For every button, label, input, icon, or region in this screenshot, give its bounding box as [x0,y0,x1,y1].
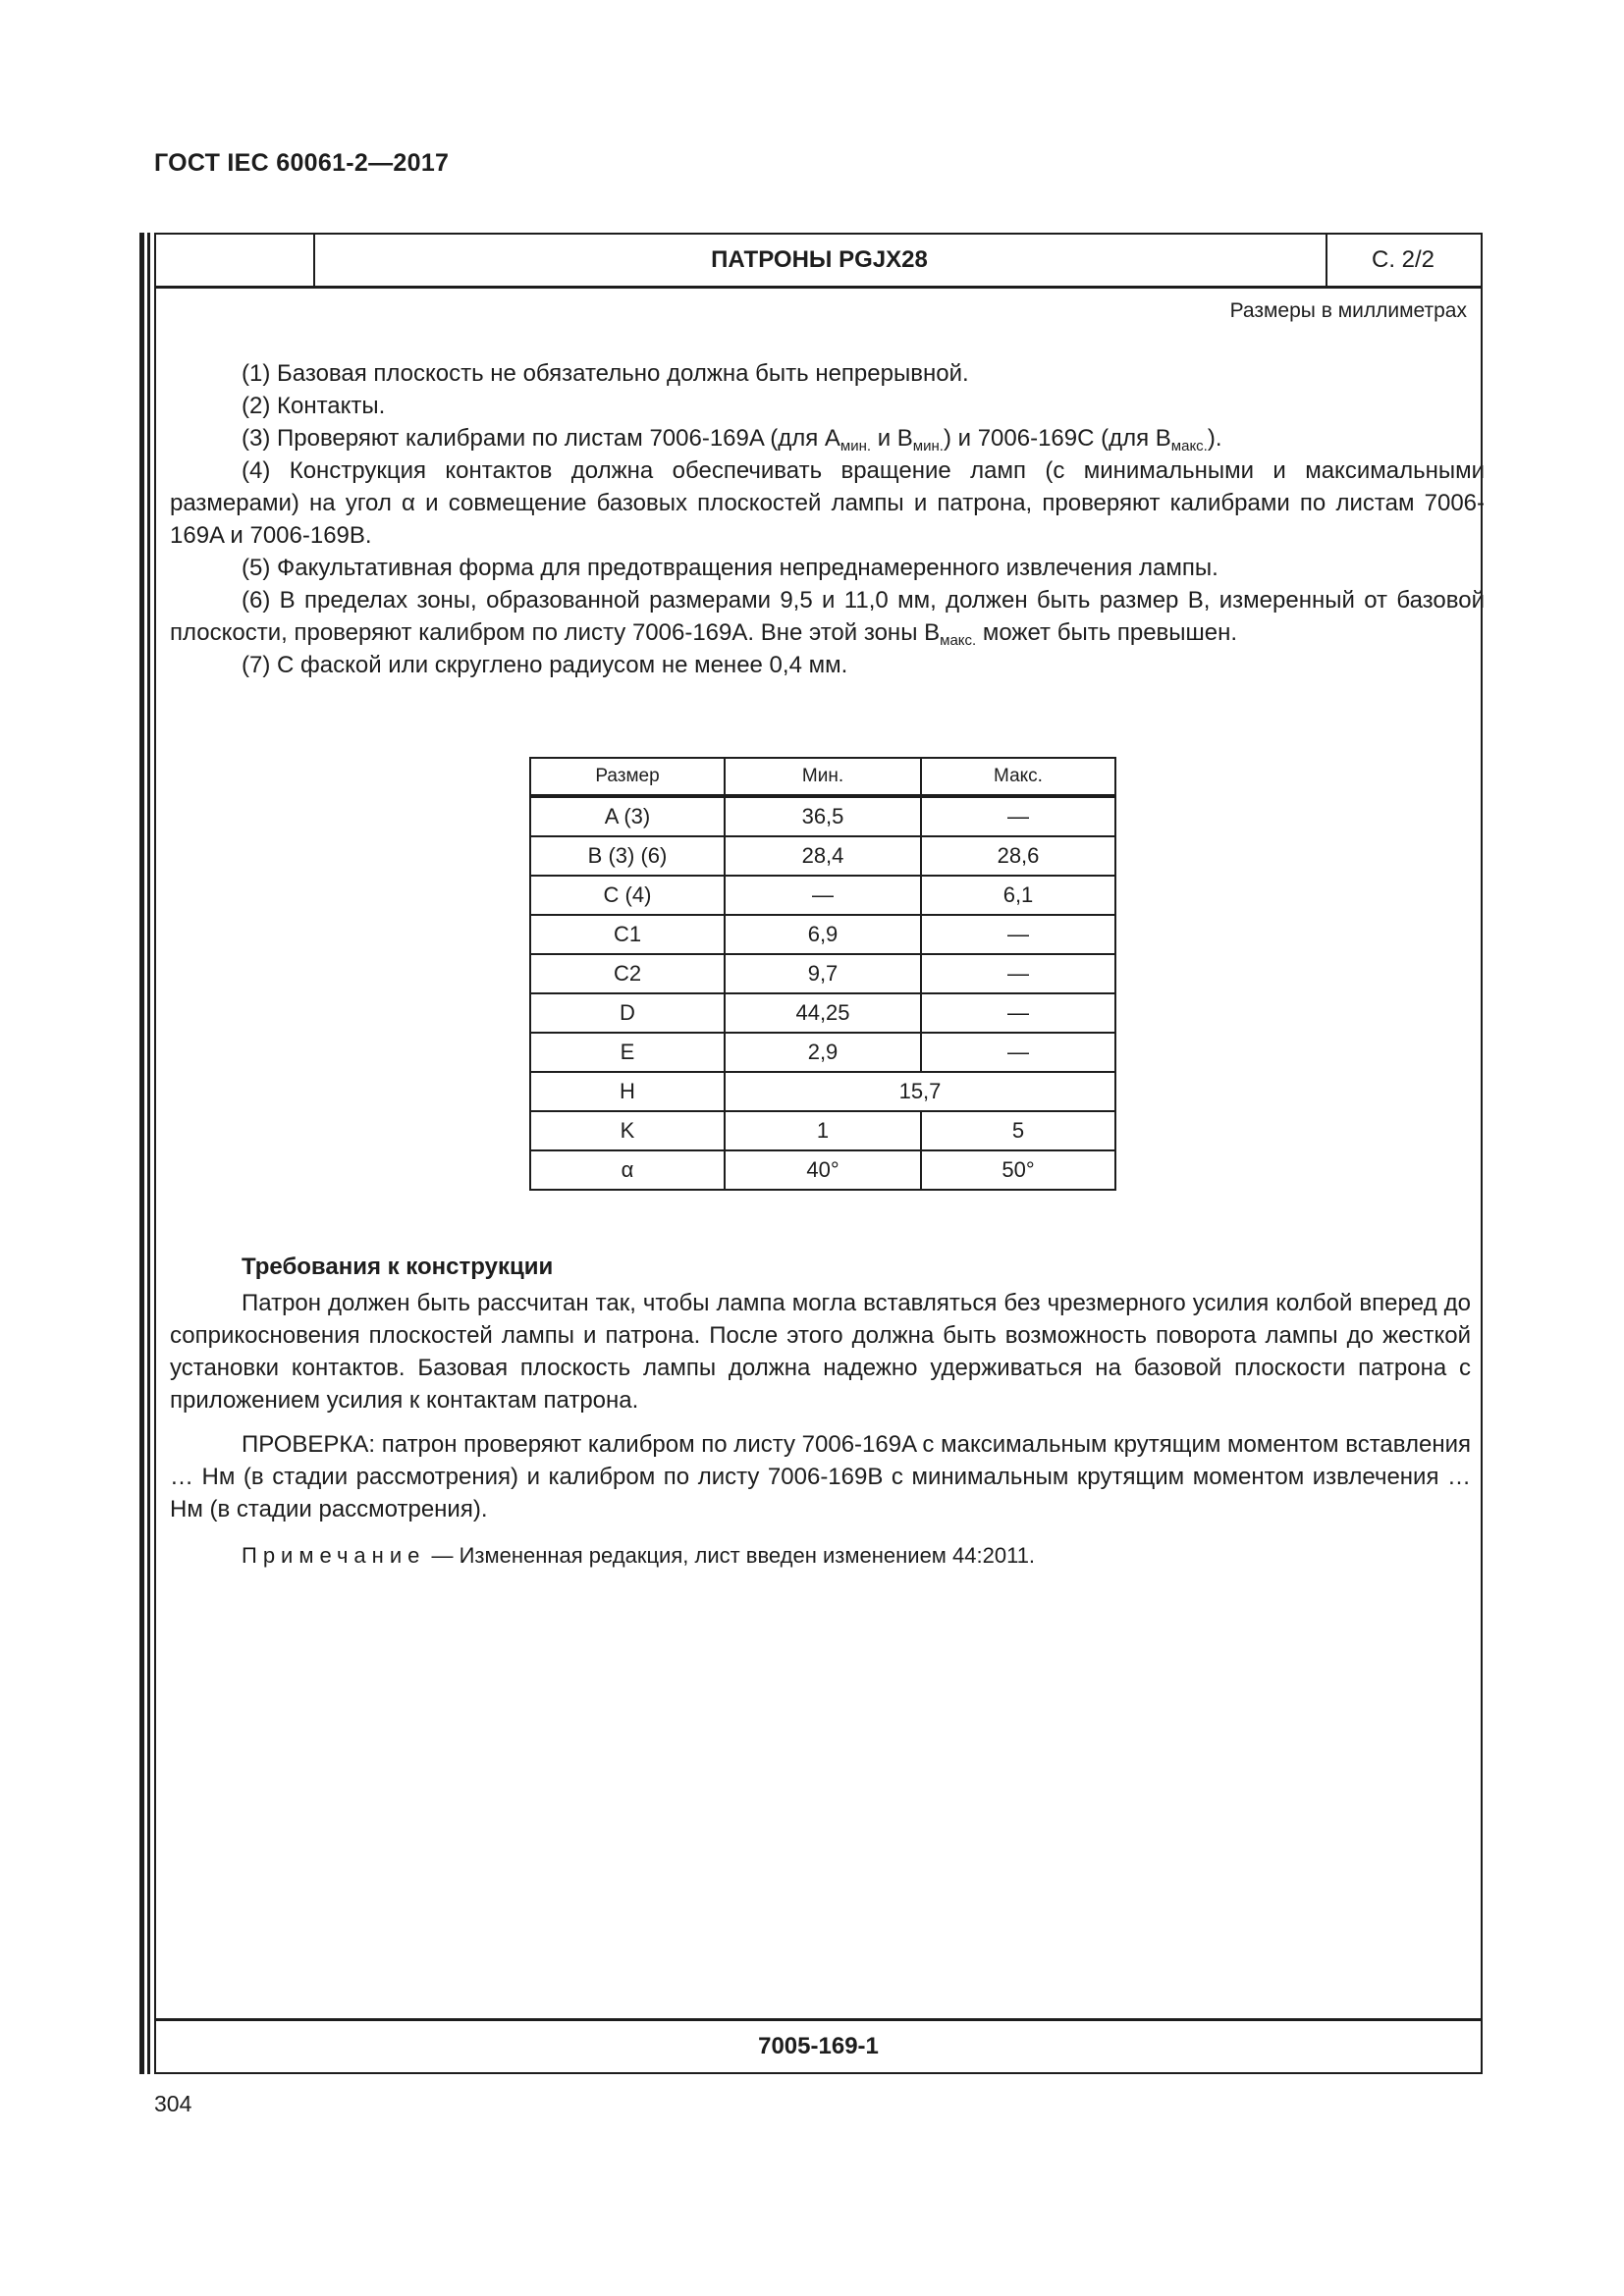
dimensions-table [529,757,1116,1191]
dimension-min: — [725,876,921,915]
note-5: (5) Факультативная форма для предотвращения непреднамеренного извлечения лампы. [242,555,1218,581]
dimension-name: B (3) (6) [530,836,725,876]
dimension-max: — [921,954,1115,993]
table-row [530,993,1115,1033]
dimension-max: 28,6 [921,836,1115,876]
table-row [530,1033,1115,1072]
sheet-page-indicator: С. 2/2 [1371,246,1435,273]
table-row [530,915,1115,954]
dimension-name: α [530,1150,725,1190]
table-row [530,1111,1115,1150]
notes-block [156,357,1498,681]
units-label: Размеры в миллиметрах [1229,299,1467,322]
dimension-value: 15,7 [725,1072,1115,1111]
dimension-max: 50° [921,1150,1115,1190]
frame-margin-bar [139,233,144,2074]
note-6: (6) В пределах зоны, образованной размерами 9,5 и 11,0 мм, должен быть размер B, измеренный от базовой плоскости, проверяют калибром по листу 7006-169A. Вне этой зоны $B_{макс.}$ может быть превышен. [170,587,1485,649]
dimension-max: — [921,993,1115,1033]
requirements-check: ПРОВЕРКА: патрон проверяют калибром по листу 7006-169A с максимальным крутящим моментом вставления … Нм (в стадии рассмотрения) и калибром по листу 7006-169B с минимальным крутящим моментом извлечения … Нм (в стадии рассмотрения). [170,1431,1471,1522]
requirements-body: Патрон должен быть рассчитан так, чтобы лампа могла вставляться без чрезмерного усилия колбой вперед до соприкосновения плоскостей лампы и патрона. После этого должна быть возможность поворота лампы до жесткой установки контактов. Базовая плоскость лампы должна надежно удерживаться на базовой плоскости патрона с приложением усилия к контактам патрона. [170,1290,1471,1414]
dimension-min: 40° [725,1150,921,1190]
table-row [530,954,1115,993]
note-2: (2) Контакты. [242,393,386,419]
dimension-min: 36,5 [725,796,921,836]
requirements-title: Требования к конструкции [242,1254,554,1280]
requirements-note [170,1541,1471,1571]
dimension-max: 5 [921,1111,1115,1150]
dimension-min: 44,25 [725,993,921,1033]
dimension-min: 28,4 [725,836,921,876]
page-number: 304 [154,2091,192,2116]
table-row [530,876,1115,915]
dimension-min: 1 [725,1111,921,1150]
document-standard-header: ГОСТ IEC 60061-2—2017 [154,149,450,177]
dimension-name: D [530,993,725,1033]
note-1: (1) Базовая плоскость не обязательно должна быть непрерывной. [242,360,969,387]
dimension-name: H [530,1072,725,1111]
dimension-min: 9,7 [725,954,921,993]
sheet-header-row [156,235,1481,289]
sheet-title: ПАТРОНЫ PGJX28 [313,235,1327,286]
sheet-frame [154,233,1483,2074]
dimension-max: — [921,796,1115,836]
requirements-section [170,1251,1471,1571]
dimension-name: C1 [530,915,725,954]
table-row [530,1072,1115,1111]
table-header-row [530,758,1115,796]
table-row [530,796,1115,836]
table-row [530,836,1115,876]
dimension-max: — [921,915,1115,954]
sheet-code: 7005-169-1 [156,2018,1481,2072]
dimension-min: 2,9 [725,1033,921,1072]
dimension-name: E [530,1033,725,1072]
table-header-max: Макс. [921,758,1115,796]
dimension-name: A (3) [530,796,725,836]
table-header-min: Мин. [725,758,921,796]
table-row [530,1150,1115,1190]
table-header-name: Размер [530,758,725,796]
dimension-name: K [530,1111,725,1150]
dimension-name: C2 [530,954,725,993]
dimension-max: 6,1 [921,876,1115,915]
frame-margin-bar [147,233,150,2074]
dimension-min: 6,9 [725,915,921,954]
dimension-name: C (4) [530,876,725,915]
note-text: — Измененная редакция, лист введен изменением 44:2011. [425,1543,1036,1568]
note-3: (3) Проверяют калибрами по листам 7006-169A (для $A_{мин.}$ и $B_{мин.}$) и 7006-169C (для $B_{макс.}$). [242,425,1222,454]
note-7: (7) С фаской или скруглено радиусом не менее 0,4 мм. [242,652,848,678]
dimension-max: — [921,1033,1115,1072]
note-label: Примечание [242,1543,426,1568]
sheet-header-empty-cell [156,235,315,286]
note-4: (4) Конструкция контактов должна обеспечивать вращение ламп (с минимальными и максимальными размерами) на угол α и совмещение базовых плоскостей лампы и патрона, проверяют калибрами по листам 7006-169A и 7006-169B. [170,457,1485,549]
